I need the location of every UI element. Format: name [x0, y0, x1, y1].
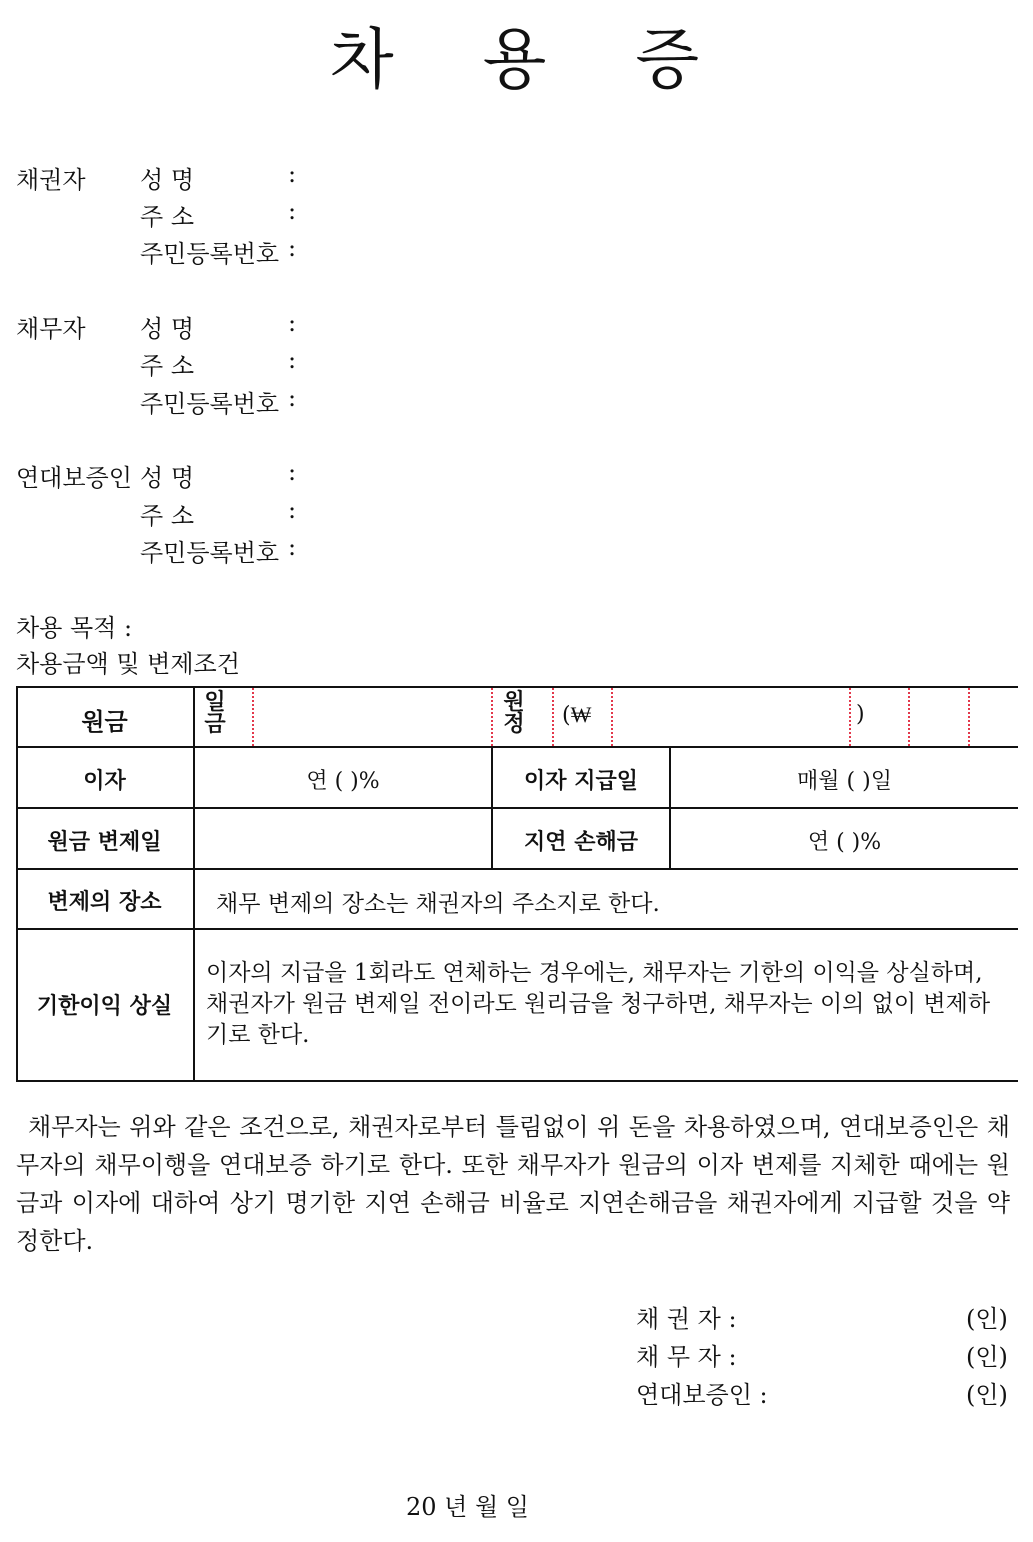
- table-row-divider: [16, 928, 1018, 930]
- table-border-left: [16, 686, 18, 1082]
- table-row-divider: [16, 868, 1018, 870]
- debtor-address-label: 주 소 :: [140, 346, 297, 380]
- acceleration-label: 기한이익 상실: [36, 994, 173, 1019]
- guarantor-address-label: 주 소 :: [140, 496, 297, 530]
- interest-label: 이자: [83, 769, 126, 794]
- sign-debtor-seal: (인): [966, 1343, 1008, 1371]
- principal-label: 원금: [81, 708, 128, 736]
- amount-digit-guide: [611, 688, 613, 746]
- date-line: 20 년 월 일: [406, 1493, 529, 1521]
- principal-won-label: 원정: [503, 690, 525, 737]
- creditor-id-label: 주민등록번호 :: [140, 234, 297, 268]
- principal-il-label: 일금: [204, 690, 226, 737]
- creditor-address-label: 주 소 :: [140, 197, 297, 231]
- amount-digit-guide: [491, 688, 493, 746]
- debtor-name-label: 성 명 :: [140, 309, 297, 343]
- amount-label: 차용금액 및 변제조건: [16, 650, 240, 678]
- late-fee-value: 연 ( )%: [807, 830, 882, 855]
- amount-digit-guide: [849, 688, 851, 746]
- guarantor-label: 연대보증인: [16, 464, 132, 492]
- guarantor-id-label: 주민등록번호 :: [140, 533, 297, 567]
- interest-day-value: 매월 ( )일: [797, 769, 892, 794]
- sign-creditor-label: 채 권 자 :: [636, 1305, 737, 1333]
- table-row-divider: [16, 746, 1018, 748]
- agreement-paragraph: 채무자는 위와 같은 조건으로, 채권자로부터 틀림없이 위 돈을 차용하였으며, 연대보증인은 채무자의 채무이행을 연대보증 하기로 한다. 또한 채무자가 원금의 이자 변제를 지체한 때에는 원금과 이자에 대하여 상기 명기한 지연 손해금 비율로 지연손해금을 채권자에게 지급할 것을 약정한다.: [16, 1113, 1010, 1255]
- sign-guarantor-seal: (인): [966, 1381, 1008, 1409]
- guarantor-name-label: 성 명 :: [140, 458, 297, 492]
- place-label: 변제의 장소: [47, 890, 162, 915]
- place-value: 채무 변제의 장소는 채권자의 주소지로 한다.: [216, 891, 660, 917]
- interest-value: 연 ( )%: [306, 769, 380, 794]
- purpose-label: 차용 목적 :: [16, 614, 133, 642]
- table-col-divider: [193, 686, 195, 1082]
- acceleration-clause: 이자의 지급을 1회라도 연체하는 경우에는, 채무자는 기한의 이익을 상실하며, 채권자가 원금 변제일 전이라도 원리금을 청구하면, 채무자는 이의 없이 변제하기로 한다.: [206, 960, 991, 1048]
- table-border-top: [16, 686, 1018, 688]
- repay-date-label: 원금 변제일: [47, 830, 162, 855]
- won-close: ): [856, 702, 865, 727]
- debtor-label: 채무자: [16, 315, 86, 343]
- debtor-id-label: 주민등록번호 :: [140, 384, 297, 418]
- table-border-bottom: [16, 1080, 1018, 1082]
- sign-debtor-label: 채 무 자 :: [636, 1343, 737, 1371]
- interest-day-label: 이자 지급일: [524, 769, 638, 794]
- sign-guarantor-label: 연대보증인 :: [636, 1381, 768, 1409]
- late-fee-label: 지연 손해금: [524, 830, 638, 855]
- document-title: 차 용 증: [329, 21, 704, 98]
- amount-digit-guide: [252, 688, 254, 746]
- amount-digit-guide: [552, 688, 554, 746]
- creditor-label: 채권자: [16, 166, 86, 194]
- creditor-name-label: 성 명 :: [140, 160, 297, 194]
- amount-digit-guide: [968, 688, 970, 746]
- won-open: (₩: [562, 703, 592, 728]
- sign-creditor-seal: (인): [966, 1305, 1008, 1333]
- table-row-divider: [16, 807, 1018, 809]
- amount-digit-guide: [908, 688, 910, 746]
